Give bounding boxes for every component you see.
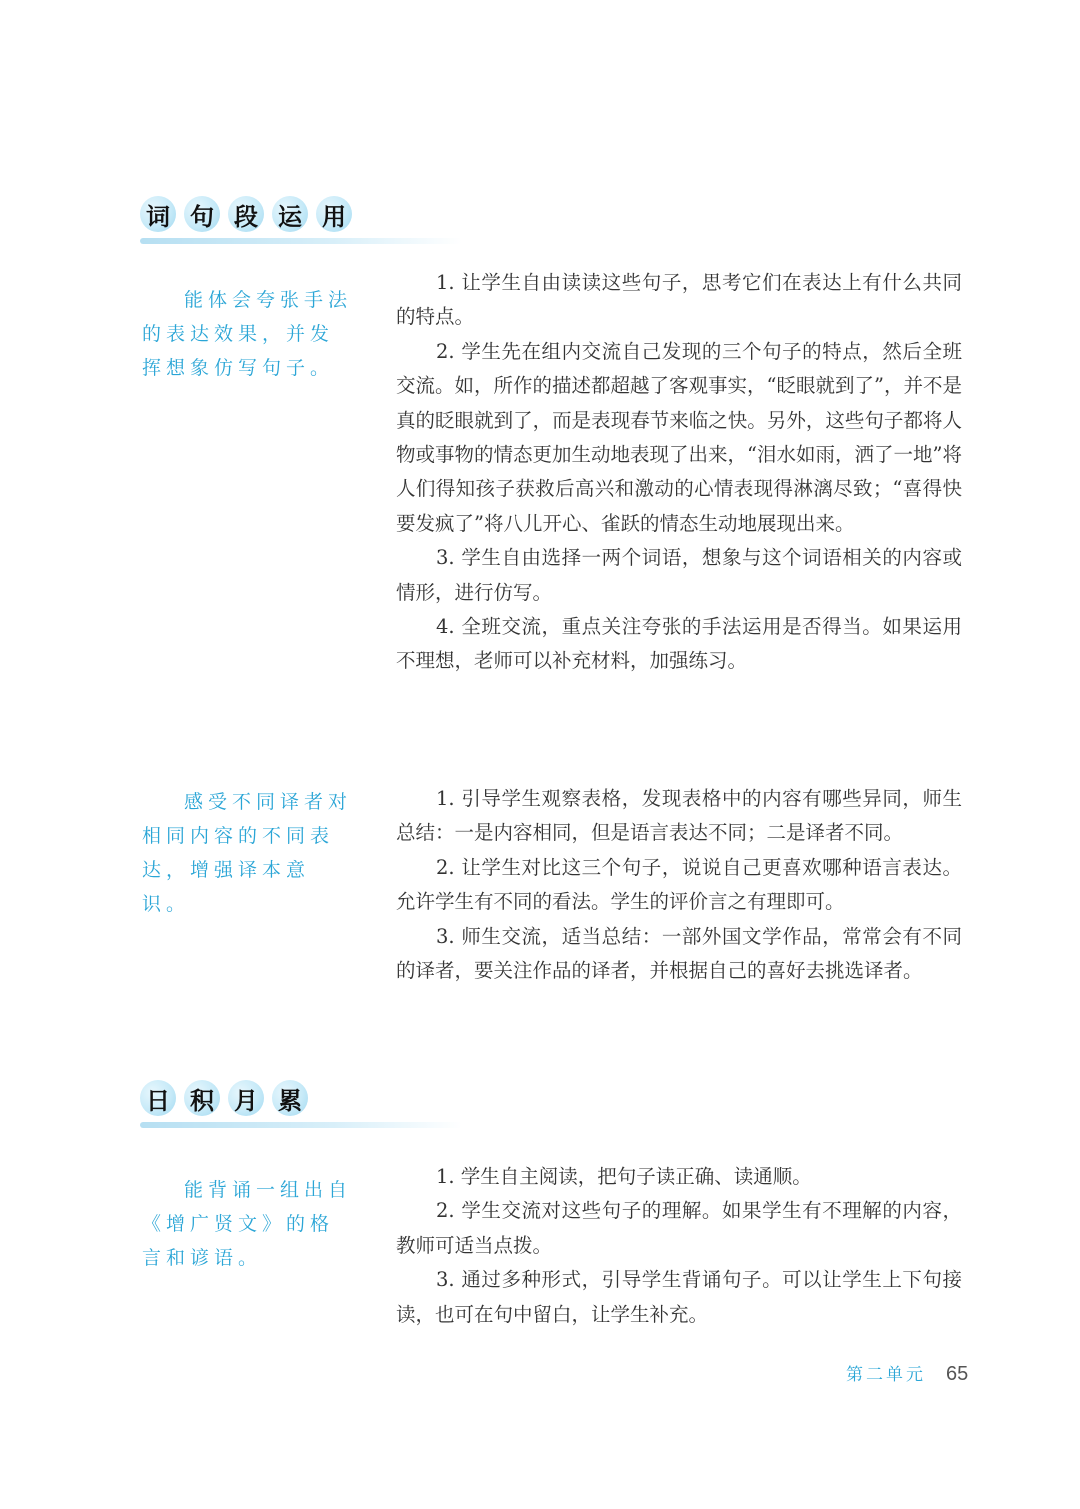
side-note: 感受不同译者对相同内容的不同表达，增强译本意识。: [142, 791, 353, 915]
section-underline: [140, 1122, 462, 1128]
title-char: 月: [228, 1080, 264, 1116]
section-header-ci-ju-duan-yun-yong: [140, 196, 462, 244]
unit-label: 第二单元: [846, 1365, 926, 1385]
section-header-ri-ji-yue-lei: [140, 1080, 462, 1128]
paragraph: 1. 让学生自由读读这些句子，思考它们在表达上有什么共同的特点。: [396, 271, 962, 329]
paragraph: 4. 全班交流，重点关注夸张的手法运用是否得当。如果运用不理想，老师可以补充材料，加强练习。: [396, 615, 962, 673]
body-block: [396, 782, 962, 988]
paragraph: 2. 让学生对比这三个句子，说说自己更喜欢哪种语言表达。允许学生有不同的看法。学生的评价言之有理即可。: [396, 855, 962, 914]
side-note: 能背诵一组出自《增广贤文》的格言和谚语。: [142, 1179, 353, 1269]
paragraph: 2. 学生交流对这些句子的理解。如果学生有不理解的内容，教师可适当点拨。: [396, 1199, 962, 1257]
title-char: 累: [272, 1080, 308, 1116]
paragraph: 1. 引导学生观察表格，发现表格中的内容有哪些异同，师生总结：一是内容相同，但是语言表达不同；二是译者不同。: [396, 787, 962, 845]
section-title: [140, 196, 462, 232]
title-char: 段: [228, 196, 264, 232]
page-number: 65: [946, 1363, 969, 1385]
paragraph: 3. 师生交流，适当总结：一部外国文学作品，常常会有不同的译者，要关注作品的译者，并根据自己的喜好去挑选译者。: [396, 924, 962, 983]
side-note: 能体会夸张手法的表达效果，并发挥想象仿写句子。: [142, 289, 353, 379]
page-footer: [846, 1360, 968, 1386]
title-char: 用: [316, 196, 352, 232]
title-char: 积: [184, 1080, 220, 1116]
title-char: 日: [140, 1080, 176, 1116]
paragraph: 3. 学生自由选择一两个词语，想象与这个词语相关的内容或情形，进行仿写。: [396, 546, 962, 604]
title-char: 句: [184, 196, 220, 232]
paragraph: 1. 学生自主阅读，把句子读正确、读通顺。: [436, 1165, 812, 1188]
title-char: 词: [140, 196, 176, 232]
body-block: [396, 1160, 962, 1332]
section-title: [140, 1080, 462, 1116]
paragraph: 3. 通过多种形式，引导学生背诵句子。可以让学生上下句接读，也可在句中留白，让学生补充。: [396, 1268, 962, 1326]
body-block: [396, 266, 962, 679]
title-char: 运: [272, 196, 308, 232]
paragraph: 2. 学生先在组内交流自己发现的三个句子的特点，然后全班交流。如，所作的描述都超越了客观事实，“眨眼就到了”，并不是真的眨眼就到了，而是表现春节来临之快。另外，这些句子都将人物或事物的情态更加生动地表现了出来，“泪水如雨，洒了一地”将人们得知孩子获救后高兴和激动的心情表现得淋漓尽致；“喜得快要发疯了”将八儿开心、雀跃的情态生动地展现出来。: [396, 339, 962, 535]
section-underline: [140, 238, 462, 244]
